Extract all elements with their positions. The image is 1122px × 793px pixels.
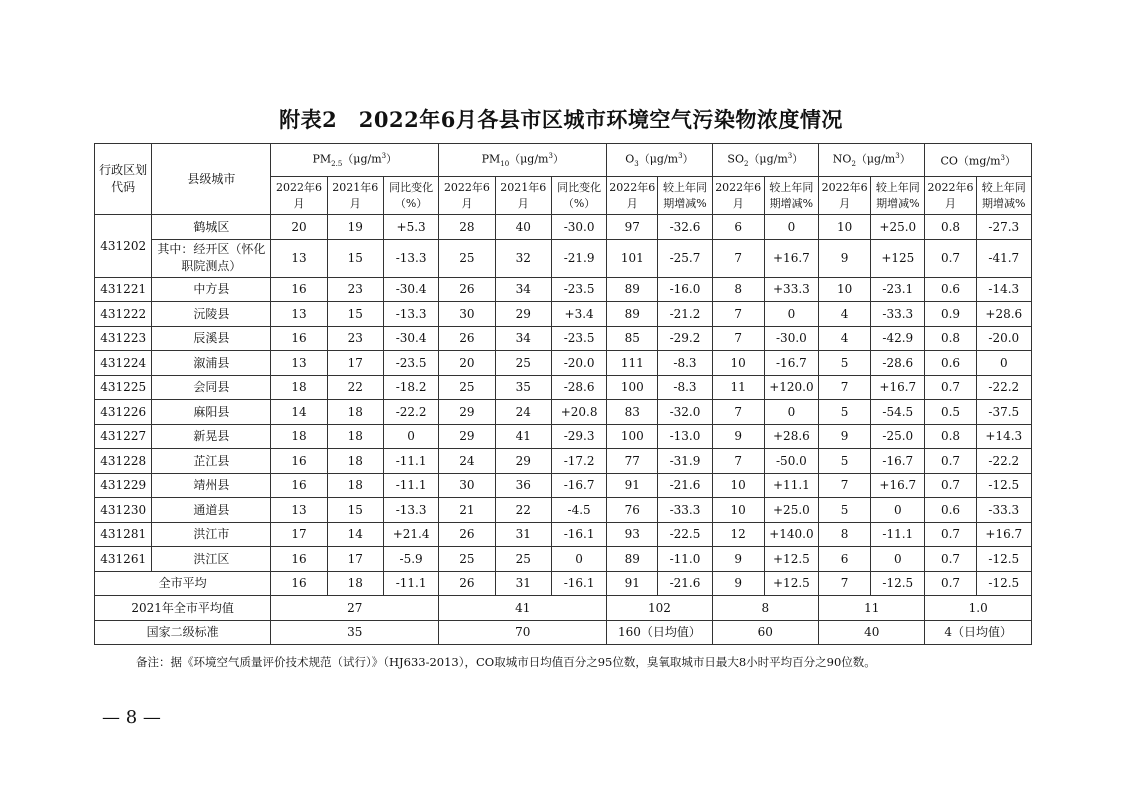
no2-cell: 9	[819, 239, 871, 277]
so2-cell: +11.1	[764, 473, 818, 498]
avg-2021-row	[95, 596, 1032, 621]
so2-cell: +28.6	[764, 424, 818, 449]
o3-cell: -33.3	[658, 498, 712, 523]
o3-value: 102	[607, 596, 712, 621]
pm10-cell: 24	[495, 400, 551, 425]
pm25-cell: 19	[327, 215, 383, 240]
pm10-cell: -20.0	[551, 351, 606, 376]
standard-label: 国家二级标准	[95, 620, 271, 645]
pm10-cell: 29	[439, 424, 495, 449]
co-cell: +14.3	[976, 424, 1031, 449]
o3-value: 160（日均值）	[607, 620, 712, 645]
city-cell: 麻阳县	[152, 400, 271, 425]
code-cell: 431226	[95, 400, 152, 425]
so2-cell: 9	[712, 424, 764, 449]
pm25-cell: 18	[271, 375, 327, 400]
co-cell: 0.5	[925, 400, 976, 425]
co-cell: 0.7	[925, 547, 976, 572]
code-cell: 431225	[95, 375, 152, 400]
no2-cell: 4	[819, 326, 871, 351]
subheader-sub-2022: 2022年6月	[925, 177, 976, 215]
no2-cell: 7	[819, 571, 871, 596]
pm25-cell: -18.2	[383, 375, 438, 400]
pm25-cell: 16	[271, 473, 327, 498]
o3-cell: -29.2	[658, 326, 712, 351]
co-cell: -27.3	[976, 215, 1031, 240]
o3-cell: 85	[607, 326, 658, 351]
o3-cell: -13.0	[658, 424, 712, 449]
so2-cell: 12	[712, 522, 764, 547]
city-cell: 新晃县	[152, 424, 271, 449]
subheader-sub-change: 较上年同期增减%	[976, 177, 1031, 215]
o3-cell: 111	[607, 351, 658, 376]
o3-cell: 100	[607, 375, 658, 400]
no2-cell: 5	[819, 400, 871, 425]
header-so2: $SO_2(\mu g/m^3)$	[712, 144, 818, 177]
table-row	[95, 302, 1032, 327]
pm10-cell: +3.4	[551, 302, 606, 327]
pm25-cell: 17	[327, 351, 383, 376]
pm10-value: 70	[439, 620, 607, 645]
pm25-cell: 13	[271, 498, 327, 523]
pm10-value: 41	[439, 596, 607, 621]
no2-cell: 5	[819, 351, 871, 376]
subheader-sub-2021: 2021年6月	[327, 177, 383, 215]
no2-cell: 10	[819, 277, 871, 302]
pm25-cell: 0	[383, 424, 438, 449]
co-cell: -12.5	[976, 547, 1031, 572]
no2-cell: +125	[871, 239, 925, 277]
header-code: 行政区划代码	[95, 144, 152, 215]
co-cell: -33.3	[976, 498, 1031, 523]
header-co: $CO(mg/m^3)$	[925, 144, 1032, 177]
pm25-cell: 18	[271, 424, 327, 449]
pm25-cell: 15	[327, 239, 383, 277]
pm25-cell: -30.4	[383, 326, 438, 351]
table-title: 附表2 2022年6月各县市区城市环境空气污染物浓度情况	[279, 107, 843, 132]
no2-cell: +16.7	[871, 473, 925, 498]
subheader-sub-2022: 2022年6月	[271, 177, 327, 215]
pm25-cell: +21.4	[383, 522, 438, 547]
pm10-cell: 29	[439, 400, 495, 425]
co-cell: -14.3	[976, 277, 1031, 302]
subheader-sub-yoy: 同比变化（%）	[551, 177, 606, 215]
pollutant-table	[94, 143, 1032, 645]
table-row	[95, 215, 1032, 240]
co-cell: 0.6	[925, 498, 976, 523]
so2-cell: 10	[712, 498, 764, 523]
table-row	[95, 449, 1032, 474]
pm10-cell: 35	[495, 375, 551, 400]
pm25-cell: +5.3	[383, 215, 438, 240]
o3-cell: 83	[607, 400, 658, 425]
pm10-cell: 32	[495, 239, 551, 277]
so2-cell: 7	[712, 449, 764, 474]
header-no2: $NO_2(\mu g/m^3)$	[819, 144, 925, 177]
pm10-cell: 31	[495, 522, 551, 547]
pm10-cell: -30.0	[551, 215, 606, 240]
pm10-cell: 30	[439, 302, 495, 327]
co-cell: 0.9	[925, 302, 976, 327]
pm25-cell: 18	[327, 449, 383, 474]
so2-cell: -50.0	[764, 449, 818, 474]
code-cell: 431223	[95, 326, 152, 351]
no2-cell: 4	[819, 302, 871, 327]
pm25-value: 27	[271, 596, 439, 621]
pm10-cell: 26	[439, 522, 495, 547]
subheader-sub-change: 较上年同期增减%	[658, 177, 712, 215]
pm10-cell: -23.5	[551, 277, 606, 302]
so2-cell: +25.0	[764, 498, 818, 523]
o3-cell: -11.0	[658, 547, 712, 572]
pm25-cell: 18	[327, 400, 383, 425]
so2-cell: 11	[712, 375, 764, 400]
pm10-cell: 40	[495, 215, 551, 240]
pm10-cell: 25	[495, 351, 551, 376]
no2-cell: -54.5	[871, 400, 925, 425]
pm25-cell: 17	[271, 522, 327, 547]
so2-cell: 0	[764, 302, 818, 327]
so2-value: 60	[712, 620, 818, 645]
pm10-cell: 29	[495, 449, 551, 474]
o3-cell: 77	[607, 449, 658, 474]
pm25-cell: 16	[271, 277, 327, 302]
city-cell: 洪江区	[152, 547, 271, 572]
co-cell: 0.7	[925, 449, 976, 474]
pm10-cell: 26	[439, 277, 495, 302]
no2-cell: -12.5	[871, 571, 925, 596]
pm25-cell: -13.3	[383, 302, 438, 327]
co-cell: 0.7	[925, 571, 976, 596]
so2-cell: 7	[712, 400, 764, 425]
so2-cell: +140.0	[764, 522, 818, 547]
table-row	[95, 351, 1032, 376]
subheader-sub-2022: 2022年6月	[712, 177, 764, 215]
pm25-cell: -11.1	[383, 473, 438, 498]
pm25-cell: 18	[327, 473, 383, 498]
no2-cell: 9	[819, 424, 871, 449]
city-cell: 洪江市	[152, 522, 271, 547]
city-cell: 其中：经开区（怀化职院测点）	[152, 239, 271, 277]
pm25-cell: 23	[327, 277, 383, 302]
city-cell: 靖州县	[152, 473, 271, 498]
no2-cell: 0	[871, 547, 925, 572]
so2-cell: +12.5	[764, 547, 818, 572]
city-cell: 溆浦县	[152, 351, 271, 376]
o3-cell: -32.0	[658, 400, 712, 425]
table-row	[95, 375, 1032, 400]
code-cell: 431202	[95, 215, 152, 278]
pm10-cell: -4.5	[551, 498, 606, 523]
so2-cell: 7	[712, 326, 764, 351]
co-cell: 0.7	[925, 522, 976, 547]
pm25-cell: 16	[271, 326, 327, 351]
pm25-cell: 23	[327, 326, 383, 351]
co-value: 1.0	[925, 596, 1032, 621]
no2-value: 40	[819, 620, 925, 645]
subheader-sub-2022: 2022年6月	[819, 177, 871, 215]
pm10-cell: 24	[439, 449, 495, 474]
table-row	[95, 498, 1032, 523]
pm10-cell: 22	[495, 498, 551, 523]
footnote: 备注：据《环境空气质量评价技术规范（试行）》（HJ633-2013），CO取城市日均值百分之95位数，臭氧取城市日最大8小时平均百分之90位数。	[136, 655, 876, 669]
table-body	[95, 215, 1032, 645]
code-cell: 431261	[95, 547, 152, 572]
pm25-cell: 18	[327, 424, 383, 449]
pm10-cell: +20.8	[551, 400, 606, 425]
pm10-cell: 0	[551, 547, 606, 572]
table-row	[95, 239, 1032, 277]
co-cell: -12.5	[976, 571, 1031, 596]
o3-cell: 89	[607, 302, 658, 327]
so2-cell: 9	[712, 571, 764, 596]
co-cell: -12.5	[976, 473, 1031, 498]
no2-cell: 7	[819, 375, 871, 400]
o3-cell: 89	[607, 277, 658, 302]
pm10-cell: 20	[439, 351, 495, 376]
no2-cell: 5	[819, 449, 871, 474]
co-cell: -41.7	[976, 239, 1031, 277]
co-cell: 0.7	[925, 473, 976, 498]
no2-cell: -23.1	[871, 277, 925, 302]
co-cell: 0.8	[925, 424, 976, 449]
pm25-cell: 16	[271, 449, 327, 474]
no2-cell: 8	[819, 522, 871, 547]
pm25-cell: 13	[271, 302, 327, 327]
avg-row	[95, 571, 1032, 596]
pm10-cell: 31	[495, 571, 551, 596]
code-cell: 431281	[95, 522, 152, 547]
so2-cell: 7	[712, 302, 764, 327]
pm10-cell: 26	[439, 326, 495, 351]
co-cell: 0	[976, 351, 1031, 376]
avg_2021-label: 2021年全市平均值	[95, 596, 271, 621]
so2-cell: 9	[712, 547, 764, 572]
o3-cell: -31.9	[658, 449, 712, 474]
pm10-cell: 25	[439, 547, 495, 572]
so2-cell: 10	[712, 351, 764, 376]
o3-cell: 91	[607, 571, 658, 596]
pm25-cell: -13.3	[383, 239, 438, 277]
header-o3: $O_3(\mu g/m^3)$	[607, 144, 712, 177]
o3-cell: -21.2	[658, 302, 712, 327]
so2-cell: +16.7	[764, 239, 818, 277]
no2-cell: -25.0	[871, 424, 925, 449]
o3-cell: 93	[607, 522, 658, 547]
pm25-cell: 22	[327, 375, 383, 400]
pm10-cell: 28	[439, 215, 495, 240]
no2-cell: -11.1	[871, 522, 925, 547]
header-pm10: $PM_{10}(\mu g/m^3)$	[439, 144, 607, 177]
header-city: 县级城市	[152, 144, 271, 215]
so2-cell: +12.5	[764, 571, 818, 596]
pm10-cell: 41	[495, 424, 551, 449]
so2-cell: -16.7	[764, 351, 818, 376]
code-cell: 431221	[95, 277, 152, 302]
pm10-cell: 34	[495, 326, 551, 351]
so2-cell: 7	[712, 239, 764, 277]
pm10-cell: -21.9	[551, 239, 606, 277]
o3-cell: -22.5	[658, 522, 712, 547]
pm25-cell: -23.5	[383, 351, 438, 376]
so2-cell: 6	[712, 215, 764, 240]
co-cell: 0.8	[925, 326, 976, 351]
pm10-cell: 36	[495, 473, 551, 498]
avg-label: 全市平均	[95, 571, 271, 596]
co-cell: -20.0	[976, 326, 1031, 351]
so2-cell: +120.0	[764, 375, 818, 400]
pm25-value: 35	[271, 620, 439, 645]
o3-cell: -8.3	[658, 351, 712, 376]
pm25-cell: 13	[271, 239, 327, 277]
pm25-cell: -13.3	[383, 498, 438, 523]
city-cell: 辰溪县	[152, 326, 271, 351]
no2-cell: 10	[819, 215, 871, 240]
pm25-cell: 14	[271, 400, 327, 425]
o3-cell: -16.0	[658, 277, 712, 302]
table-row	[95, 547, 1032, 572]
city-cell: 通道县	[152, 498, 271, 523]
pm25-cell: 15	[327, 302, 383, 327]
code-cell: 431229	[95, 473, 152, 498]
code-cell: 431227	[95, 424, 152, 449]
o3-cell: 89	[607, 547, 658, 572]
city-cell: 鹤城区	[152, 215, 271, 240]
no2-cell: 7	[819, 473, 871, 498]
pm25-cell: 20	[271, 215, 327, 240]
o3-cell: -25.7	[658, 239, 712, 277]
no2-value: 11	[819, 596, 925, 621]
o3-cell: 101	[607, 239, 658, 277]
co-cell: -37.5	[976, 400, 1031, 425]
o3-cell: 97	[607, 215, 658, 240]
pm10-cell: -28.6	[551, 375, 606, 400]
o3-cell: -21.6	[658, 473, 712, 498]
no2-cell: 6	[819, 547, 871, 572]
co-cell: 0.7	[925, 375, 976, 400]
pm10-cell: 30	[439, 473, 495, 498]
city-cell: 会同县	[152, 375, 271, 400]
city-cell: 芷江县	[152, 449, 271, 474]
pm25-cell: -5.9	[383, 547, 438, 572]
subheader-sub-change: 较上年同期增减%	[871, 177, 925, 215]
so2-cell: 0	[764, 400, 818, 425]
o3-cell: -8.3	[658, 375, 712, 400]
co-cell: +16.7	[976, 522, 1031, 547]
subheader-sub-2021: 2021年6月	[495, 177, 551, 215]
so2-cell: 0	[764, 215, 818, 240]
table-row	[95, 473, 1032, 498]
o3-cell: -32.6	[658, 215, 712, 240]
co-cell: 0.6	[925, 277, 976, 302]
so2-cell: 8	[712, 277, 764, 302]
pm10-cell: -17.2	[551, 449, 606, 474]
so2-cell: -30.0	[764, 326, 818, 351]
pm10-cell: 26	[439, 571, 495, 596]
pm25-cell: 17	[327, 547, 383, 572]
pm25-cell: 14	[327, 522, 383, 547]
pm10-cell: 34	[495, 277, 551, 302]
co-cell: -22.2	[976, 375, 1031, 400]
subheader-sub-2022: 2022年6月	[439, 177, 495, 215]
co-cell: +28.6	[976, 302, 1031, 327]
header-pm25: $PM_{2.5}(\mu g/m^3)$	[271, 144, 439, 177]
pm10-cell: -29.3	[551, 424, 606, 449]
no2-cell: 5	[819, 498, 871, 523]
table-row	[95, 400, 1032, 425]
code-cell: 431224	[95, 351, 152, 376]
code-cell: 431222	[95, 302, 152, 327]
city-cell: 沅陵县	[152, 302, 271, 327]
pm25-cell: 16	[271, 571, 327, 596]
co-cell: 0.8	[925, 215, 976, 240]
so2-value: 8	[712, 596, 818, 621]
o3-cell: 91	[607, 473, 658, 498]
subheader-sub-change: 较上年同期增减%	[764, 177, 818, 215]
co-cell: 0.6	[925, 351, 976, 376]
so2-cell: 10	[712, 473, 764, 498]
o3-cell: -21.6	[658, 571, 712, 596]
table-row	[95, 326, 1032, 351]
no2-cell: -28.6	[871, 351, 925, 376]
pm10-cell: -16.7	[551, 473, 606, 498]
page-number: — 8 —	[102, 707, 161, 728]
no2-cell: -33.3	[871, 302, 925, 327]
pm10-cell: -16.1	[551, 571, 606, 596]
pm10-cell: 25	[495, 547, 551, 572]
o3-cell: 76	[607, 498, 658, 523]
pm10-cell: 29	[495, 302, 551, 327]
table-row	[95, 277, 1032, 302]
so2-cell: +33.3	[764, 277, 818, 302]
pm25-cell: -11.1	[383, 571, 438, 596]
pm25-cell: 13	[271, 351, 327, 376]
no2-cell: 0	[871, 498, 925, 523]
subheader-sub-yoy: 同比变化（%）	[383, 177, 438, 215]
table-row	[95, 522, 1032, 547]
subheader-sub-2022: 2022年6月	[607, 177, 658, 215]
pm25-cell: 18	[327, 571, 383, 596]
city-cell: 中方县	[152, 277, 271, 302]
pm10-cell: 25	[439, 375, 495, 400]
pm25-cell: 16	[271, 547, 327, 572]
pm10-cell: -23.5	[551, 326, 606, 351]
co-cell: 0.7	[925, 239, 976, 277]
code-cell: 431230	[95, 498, 152, 523]
no2-cell: -16.7	[871, 449, 925, 474]
o3-cell: 100	[607, 424, 658, 449]
standard-row	[95, 620, 1032, 645]
pm25-cell: -22.2	[383, 400, 438, 425]
pm25-cell: -30.4	[383, 277, 438, 302]
pm10-cell: 21	[439, 498, 495, 523]
no2-cell: -42.9	[871, 326, 925, 351]
table-row	[95, 424, 1032, 449]
co-value: 4（日均值）	[925, 620, 1032, 645]
no2-cell: +16.7	[871, 375, 925, 400]
pm25-cell: 15	[327, 498, 383, 523]
co-cell: -22.2	[976, 449, 1031, 474]
no2-cell: +25.0	[871, 215, 925, 240]
pm10-cell: 25	[439, 239, 495, 277]
pm10-cell: -16.1	[551, 522, 606, 547]
pm25-cell: -11.1	[383, 449, 438, 474]
code-cell: 431228	[95, 449, 152, 474]
